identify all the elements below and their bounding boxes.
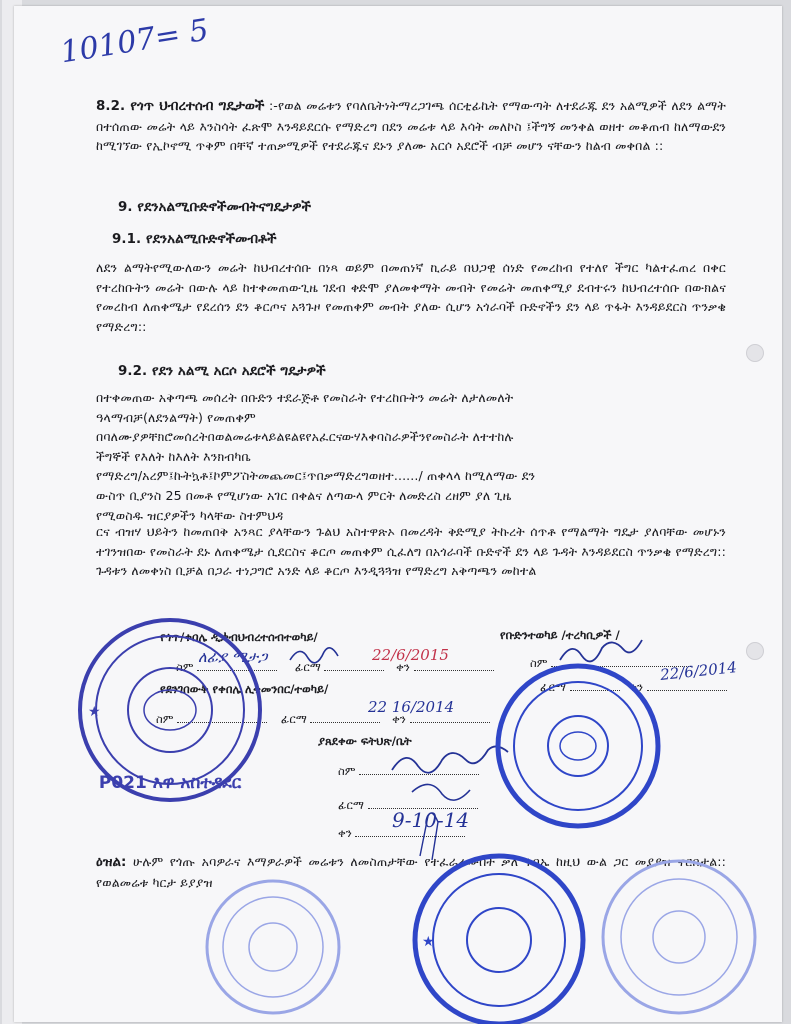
stamp-middle-ring xyxy=(223,897,323,997)
section-9-2-line: በተቀመጠው አቅጣጫ መሰረት በቡድን ተደራጅቶ የመስራት የተረከቡትን መሬት ለታለመለት xyxy=(96,390,514,405)
appendix-note-text: ሁሉም የጎጡ አባዎራና እማዎራዎች መሬቱን ለመስጠታቸው የተፈራረሙበት ቃለ ጉባኤ ከዚህ ውል ጋር መያያዝ ኖርበታል:: የወልመሬቱ ካርታ ይያያዝ xyxy=(96,854,726,890)
approver-name-scribble xyxy=(392,746,508,772)
stamp-middle-ring xyxy=(514,682,642,810)
section-9-2-heading: 9.2. የደን አልሚ አርሶ አደሮች ግዴታዎች xyxy=(118,364,326,379)
stamp-text: P021 እዋ አስተዳደር xyxy=(98,773,242,793)
right-signature-scribble xyxy=(560,640,642,661)
left-chairman-date-handwritten: 22 16/2014 xyxy=(368,698,455,716)
handwritten-page-number: 10107= 5 xyxy=(58,12,212,71)
left-chairman-title: የደንገበውቅ የቀበሌ ሊቀመንበር/ተወካይ/ xyxy=(160,682,329,696)
section-9-heading: 9. የደንአልሚቡድኖችመብትናግዴታዎች xyxy=(118,200,312,215)
date-label: ቀን xyxy=(392,712,406,726)
name-label: ስም xyxy=(176,660,194,674)
left-date-handwritten: 22/6/2015 xyxy=(372,646,449,664)
section-9-2-line: የሚወስዱ ዝርያዎችን ካላቸው ስተምህዳ xyxy=(96,507,284,523)
stamp-emblem xyxy=(144,690,196,730)
bottom-left-faded-stamp xyxy=(200,874,346,1020)
stamp-star-icon: ★ xyxy=(422,934,435,950)
sign-label: ፊርማ xyxy=(338,798,364,812)
section-9-1-heading: 9.1. የደንአልሚቡድኖችመብቶች xyxy=(112,232,277,247)
date-label: ቀን xyxy=(396,660,410,674)
left-signature-scribble xyxy=(290,648,338,663)
stamp-outer-ring xyxy=(603,861,755,1013)
right-official-stamp xyxy=(492,660,664,832)
left-official-stamp xyxy=(72,612,268,808)
section-8-2-heading: 8.2. የጎጥ ህብረተሰብ ግዴታወች xyxy=(96,99,265,114)
stamp-middle-ring xyxy=(96,636,244,784)
stamp-inner-ring xyxy=(467,908,531,972)
date-label: ቀን xyxy=(629,680,644,694)
stamp-inner-ring xyxy=(249,923,297,971)
approver-date-handwritten: 9-10-14 xyxy=(392,808,470,832)
name-label: ስም xyxy=(156,712,174,726)
name-label: ስም xyxy=(530,656,548,670)
approver-title: ያጸደቀው ፍትህጽ/ቤት xyxy=(318,734,412,748)
section-9-2-line: ችግኞች የእለት ከእለት እንክብካቤ xyxy=(96,448,252,464)
approver-sign-scribble xyxy=(412,784,470,800)
sign-label: ፊርማ xyxy=(540,680,566,694)
right-date-handwritten: 22/6/2014 xyxy=(659,658,738,684)
left-signatory-title: የጎጥ/ቀበሌ ዲቃብህብረተሰብተወካይ/ xyxy=(160,630,318,644)
stamp-star-icon: ★ xyxy=(88,704,101,720)
stamp-inner-ring xyxy=(548,716,608,776)
section-9-2-line: ውስጥ ቢያንስ 25 በመቶ የሚሆነው አገር በቀልና ለጣውላ ምርት ለመድረስ ረዘም ያለ ጊዜ xyxy=(96,487,512,503)
section-8-2-body: :-የወል መሬቱን የባለቤትነትማረጋገጫ ሰርቲፊኬት የማውጣት ለተደራጁ ደን አልሚዎች ለደን ልማት በተሰጠው መሬት ላይ እንስሳት ፈጽሞ እንዳይደርሱ የማድረግ በደን መሬቱ ላይ እሳት መለኮስ ፤ችግኝ መንቀል ወዘተ መቆጠብ ከለማውደን ከሚገኘው የኢኮኖሚ ጥቅም በቸኛ ተጠቃሚዎች የተደራጁና ደኑን ያለሙ አርሶ አደሮች ብቻ መሆን ናቸውን ከልብ መቀበል :: xyxy=(96,98,726,153)
section-9-1-body: ለደን ልማትየሚውለውን መሬት ከህብረተሰቡ በነጻ ወይም በመጠነኛ ኪራይ በህጋዊ ሰነድ የመረከብ የተለየ ችግር ካልተፈጠረ በቀር የተረከቡትን መሬት በውሉ ላይ ከተቀመጠውጊዜ ገደብ ቀድሞ ያለመቀማት መብት የመሬት መጠቀሚያ ደብተሩን ከህብረተሰቡ በውክልና የመረከብ ለጠቀሜታ የደረሰን ደን ቆርጦና አጓጉዞ የመጠቀም መብት ያለው ሲሆን አጎራባች ቡድኖችን ደን ላይ ጥፋት እንዳይደርስ ጥንቃቄ የማድረግ:: xyxy=(96,260,726,334)
section-9-2-line: በባለሙያዎቸክሮመሰረትበወልመሬቱላይልዩልዩየአፈርናውሃእቀባስራዎችንየመስራት ለተተከሉ xyxy=(96,429,514,445)
stamp-inner-ring xyxy=(128,668,212,752)
section-9-2-line: የማድረግ/አረም፤ኩትኳቶ፤ኮምፖስትመጨመር፤ጥበቃማድረግወዘተ....../ ጠቀላላ ከሚለማው ደን xyxy=(96,468,536,484)
stamp-outer-ring xyxy=(415,856,583,1024)
right-signatory-title: የቡድንተወካይ /ተረካቢዎች / xyxy=(500,628,620,642)
date-label: ቀን xyxy=(338,826,352,840)
stamp-inner-ring xyxy=(653,911,705,963)
section-9-2-line: ዓላማብቻ(ለደንልማት) የመጠቀም xyxy=(96,409,256,425)
section-9-2-body: ርና ብዝሃ ህይትን ከመጠበቅ አንጻር ያላቸውን ጉልህ አስተዋጽኦ በመረዳት ቅድሚያ ትኩረት ሰጥቶ የማልማት ግዴታ ያለባቸው መሆኑን ተገንዝበው የመስራት ደኑ ለጠቀሜታ ሲደርስና ቆርጦ መጠቀም ሲፈለግ በአጎራባች ቡድኖች ደን ላይ ጉዳት እንዳይደርስ ጥንቃቄ የማድረግ:: ጉዳቱን ለመቀነስ ቢቻል በጋራ ተነጋግሮ አንድ ላይ ቆርጦ እንዲጓጓዝ የማድረግ አቅጣጫን መከተል xyxy=(96,524,726,578)
stamp-emblem xyxy=(560,732,596,760)
sign-label: ፊርማ xyxy=(280,712,307,726)
bottom-right-faded-stamp xyxy=(594,852,764,1022)
stamp-outer-ring xyxy=(207,881,339,1013)
stamp-middle-ring xyxy=(433,874,565,1006)
name-label: ስም xyxy=(338,764,356,778)
stamp-middle-ring xyxy=(621,879,737,995)
bottom-center-stamp xyxy=(408,848,590,1024)
stamp-outer-ring xyxy=(498,666,658,826)
sign-label: ፊርማ xyxy=(294,660,321,674)
left-name-handwritten: ለፊያ ሚታጋ xyxy=(198,648,268,666)
appendix-note-label: ዕዝል: xyxy=(96,855,127,870)
